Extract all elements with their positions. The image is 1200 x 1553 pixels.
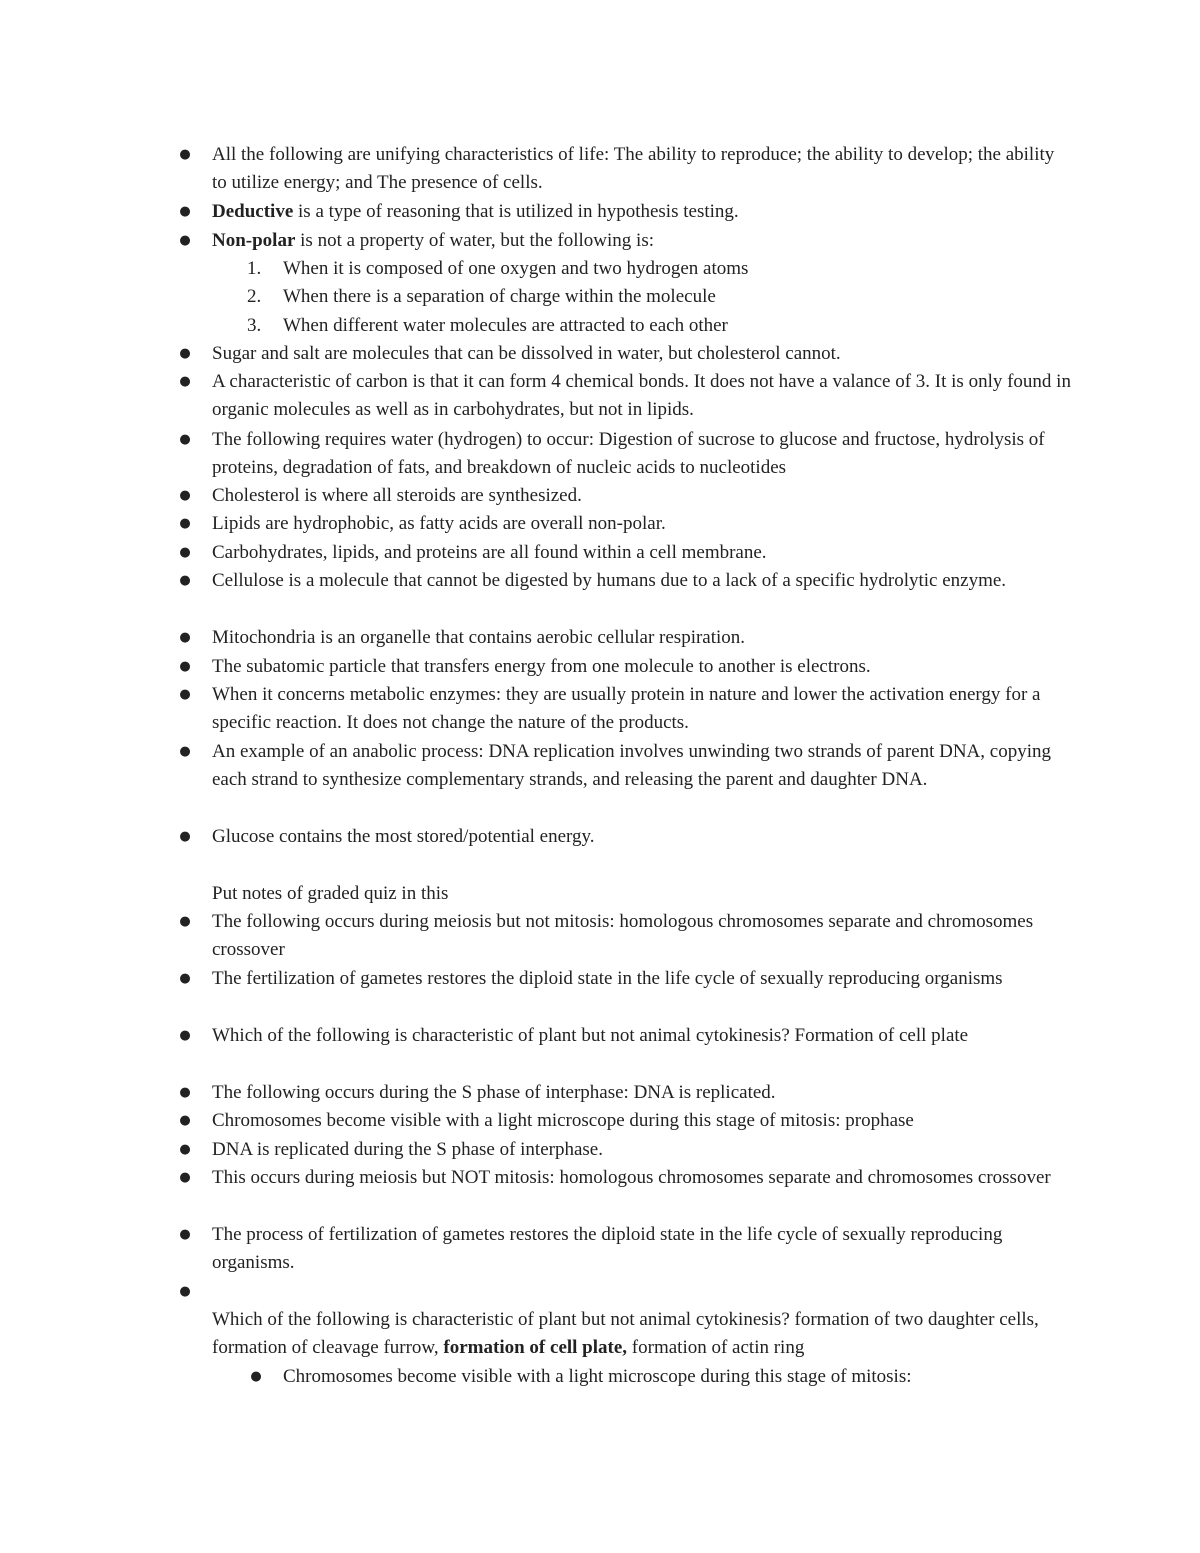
list-item-text: Chromosomes become visible with a light microscope during this stage of mitosis: (283, 1366, 912, 1387)
list-item-text: Cellulose is a molecule that cannot be digested by humans due to a lack of a specific hydrolytic enzyme. (212, 570, 1007, 591)
list-item-text: Which of the following is characteristic of plant but not animal cytokinesis? Formation of cell plate (212, 1025, 969, 1046)
list-item-text: The following occurs during the S phase of interphase: DNA is replicated. (212, 1082, 776, 1103)
list-item (179, 1107, 1072, 1135)
list-item-text: A characteristic of carbon is that it can form 4 chemical bonds. It does not have a valance of 3. It is only found in organic molecules as well as in carbohydrates, but not in lipids. (212, 371, 1071, 421)
bullet-icon: ● (179, 204, 191, 219)
bullet-icon: ● (179, 233, 191, 248)
question-body: Which of the following is characteristic of plant but not animal cytokinesis? formation of two daughter cells, formation of cleavage furrow, (212, 1309, 1039, 1359)
bullet-icon: ● (179, 545, 191, 560)
list-item (179, 141, 1072, 198)
bullet-icon: ● (179, 971, 191, 986)
list-item (179, 227, 1072, 255)
list-item-text: The following occurs during meiosis but not mitosis: homologous chromosomes separate and chromosomes crossover (212, 911, 1034, 961)
bullet-icon: ● (179, 1113, 191, 1128)
question-text (212, 1306, 1072, 1363)
list-item (179, 567, 1072, 595)
bullet-icon: ● (179, 829, 191, 844)
list-item (179, 1022, 1072, 1050)
list-item (179, 368, 1072, 425)
list-item-text: Chromosomes become visible with a light microscope during this stage of mitosis: prophase (212, 1110, 914, 1131)
bullet-icon: ● (179, 147, 191, 162)
list-item (179, 510, 1072, 538)
list-item-text: Mitochondria is an organelle that contains aerobic cellular respiration. (212, 627, 746, 648)
bullet-icon: ● (179, 1284, 191, 1299)
list-item-text: Cholesterol is where all steroids are synthesized. (212, 485, 582, 506)
nested-list-item (250, 1363, 1083, 1391)
list-item (179, 681, 1072, 738)
numbered-item-text: When there is a separation of charge within the molecule (283, 286, 716, 307)
bold-term: Non-polar (212, 230, 296, 251)
list-item-text: DNA is replicated during the S phase of interphase. (212, 1139, 603, 1160)
list-item (179, 426, 1072, 483)
list-item-text: The fertilization of gametes restores the diploid state in the life cycle of sexually reproducing organisms (212, 968, 1003, 989)
list-item (179, 1164, 1072, 1192)
bullet-icon: ● (250, 1369, 262, 1384)
bullet-icon: ● (179, 346, 191, 361)
bullet-icon: ● (179, 1227, 191, 1242)
list-number: 1. (247, 258, 262, 279)
list-item-text: An example of an anabolic process: DNA replication involves unwinding two strands of parent DNA, copying each strand to synthesize complementary strands, and releasing the parent and daughter DNA. (212, 741, 1051, 791)
list-item (179, 539, 1072, 567)
list-item-text: The following requires water (hydrogen) to occur: Digestion of sucrose to glucose and fructose, hydrolysis of proteins, degradation of fats, and breakdown of nucleic acids to nucleotides (212, 429, 1045, 479)
bullet-icon: ● (179, 659, 191, 674)
list-item-text: Carbohydrates, lipids, and proteins are all found within a cell membrane. (212, 542, 767, 563)
list-item-text: Glucose contains the most stored/potential energy. (212, 826, 595, 847)
bullet-icon: ● (179, 744, 191, 759)
numbered-item-text: When different water molecules are attracted to each other (283, 315, 728, 336)
numbered-item-text: When it is composed of one oxygen and two hydrogen atoms (283, 258, 749, 279)
list-number: 3. (247, 315, 262, 336)
bullet-icon: ● (179, 1085, 191, 1100)
bullet-icon: ● (179, 914, 191, 929)
list-item (179, 1221, 1072, 1278)
bullet-icon: ● (179, 432, 191, 447)
list-item-text: When it concerns metabolic enzymes: they are usually protein in nature and lower the activation energy for a specific reaction. It does not change the nature of the products. (212, 684, 1041, 734)
list-item (179, 738, 1072, 795)
bullet-icon: ● (179, 687, 191, 702)
section-intro: Put notes of graded quiz in this (212, 883, 449, 904)
list-item (179, 1136, 1072, 1164)
list-item (179, 340, 1072, 368)
list-item (179, 823, 1072, 851)
list-item-text: Sugar and salt are molecules that can be dissolved in water, but cholesterol cannot. (212, 343, 841, 364)
list-item-text: Lipids are hydrophobic, as fatty acids are overall non-polar. (212, 513, 666, 534)
list-item (179, 653, 1072, 681)
list-number: 2. (247, 286, 262, 307)
bullet-icon: ● (179, 630, 191, 645)
bullet-icon: ● (179, 1170, 191, 1185)
bullet-icon: ● (179, 1142, 191, 1157)
list-item-text: This occurs during meiosis but NOT mitosis: homologous chromosomes separate and chromosomes crossover (212, 1167, 1051, 1188)
bullet-icon: ● (179, 1028, 191, 1043)
list-item (179, 908, 1072, 965)
bullet-icon: ● (179, 374, 191, 389)
list-item-text: is a type of reasoning that is utilized in hypothesis testing. (293, 201, 739, 222)
list-item-text: is not a property of water, but the following is: (295, 230, 654, 251)
list-item-text: The subatomic particle that transfers energy from one molecule to another is electrons. (212, 656, 871, 677)
list-item (179, 1079, 1072, 1107)
list-item-text: The process of fertilization of gametes restores the diploid state in the life cycle of sexually reproducing organisms. (212, 1224, 1003, 1274)
bullet-icon: ● (179, 573, 191, 588)
bullet-icon: ● (179, 516, 191, 531)
list-item (179, 482, 1072, 510)
list-item-text: All the following are unifying characteristics of life: The ability to reproduce; the ability to develop; the ability to utilize energy; and The presence of cells. (212, 144, 1055, 194)
question-tail: formation of actin ring (627, 1337, 805, 1359)
list-item (179, 624, 1072, 652)
answer-bold: formation of cell plate, (443, 1337, 628, 1359)
bold-term: Deductive (212, 201, 294, 222)
list-item (179, 965, 1072, 993)
bullet-icon: ● (179, 488, 191, 503)
list-item (179, 198, 1072, 226)
